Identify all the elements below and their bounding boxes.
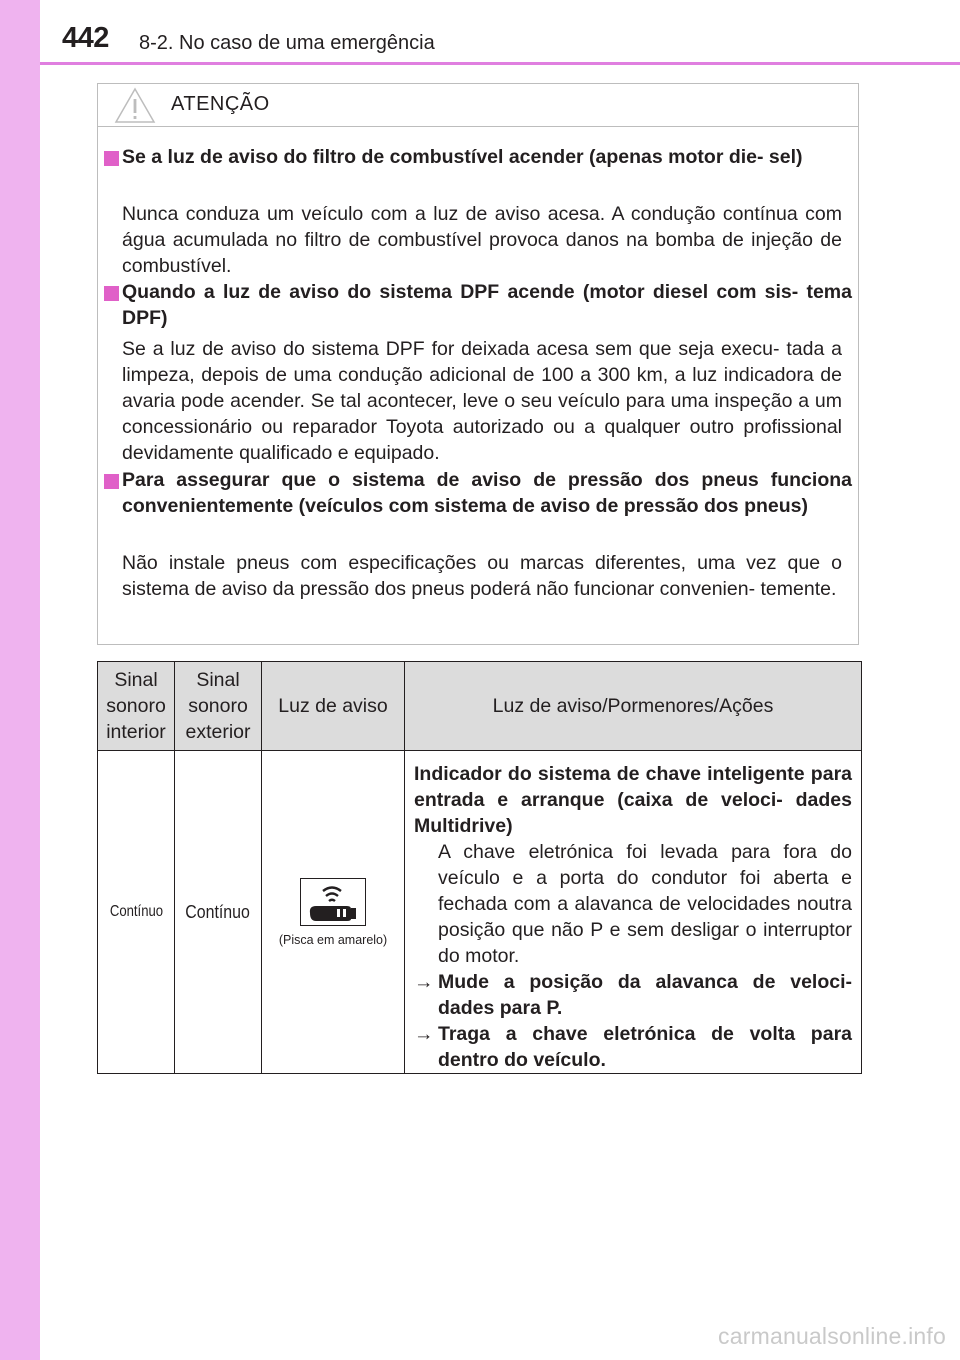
section-title: 8-2. No caso de uma emergência <box>139 32 435 54</box>
header-rule <box>40 62 960 65</box>
col-header-interior-buzzer: Sinal sonoro interior <box>98 662 175 751</box>
warning-item-title: Se a luz de aviso do filtro de combustível acender (apenas motor die- sel) <box>122 146 803 168</box>
warning-item-body: Se a luz de aviso do sistema DPF for deixada acesa sem que seja execu- tada a limpeza, depois de uma condução adicional de 100 a 300 km, a luz indicadora de avaria pode acender. Se tal acontecer, leve o seu veículo para uma inspeção a um concessionário ou reparador Toyota autorizado ou a qualquer outro profissional devidamente qualificado e equipado. <box>122 338 842 464</box>
chapter-tab-bar <box>0 0 40 1360</box>
col-header-warning-light: Luz de aviso <box>262 662 405 751</box>
table-row <box>98 751 862 1074</box>
warning-item-body: Nunca conduza um veículo com a luz de aviso acesa. A condução contínua com água acumulada no filtro de combustível provoca danos na bomba de injeção de combustível. <box>122 203 842 277</box>
warning-item-title: Quando a luz de aviso do sistema DPF acende (motor diesel com sis- tema DPF) <box>122 281 852 329</box>
arrow-right-icon: → <box>414 971 434 993</box>
warning-buzzer-table <box>97 661 862 1074</box>
light-caption: (Pisca em amarelo) <box>278 932 388 947</box>
bullet-square-icon <box>104 286 119 301</box>
warning-label: ATENÇÃO <box>171 93 270 115</box>
details-body: A chave eletrónica foi levada para fora do veículo e a porta do condutor foi aberta e fechada com a alavanca de velocidades noutra posição que não P e sem desligar o interruptor do motor. <box>438 841 852 967</box>
warning-item-title: Para assegurar que o sistema de aviso de pressão dos pneus funciona convenientemente (veículos com sistema de aviso de pressão dos pneus) <box>122 469 852 517</box>
col-header-details: Luz de aviso/Pormenores/Ações <box>405 662 862 751</box>
cell-interior-buzzer: Contínuo <box>98 751 175 1074</box>
action-text: Traga a chave eletrónica de volta para dentro do veículo. <box>438 1023 852 1071</box>
action-item <box>414 1021 852 1073</box>
col-header-exterior-buzzer: Sinal sonoro exterior <box>175 662 262 751</box>
action-text: Mude a posição da alavanca de veloci- dades para P. <box>438 971 852 1019</box>
smart-key-warning-icon <box>300 878 366 926</box>
warning-divider <box>98 126 858 127</box>
bullet-square-icon <box>104 151 119 166</box>
action-item <box>414 969 852 1021</box>
cell-exterior-buzzer: Contínuo <box>175 751 262 1074</box>
bullet-square-icon <box>104 474 119 489</box>
arrow-right-icon: → <box>414 1023 434 1045</box>
cell-details <box>405 751 862 1074</box>
watermark: carmanualsonline.info <box>718 1323 946 1349</box>
warning-triangle-icon <box>114 87 156 124</box>
warning-box <box>97 83 859 645</box>
warning-header <box>98 84 858 126</box>
page-number: 442 <box>62 22 109 54</box>
warning-item-body: Não instale pneus com especificações ou marcas diferentes, uma vez que o sistema de aviso da pressão dos pneus poderá não funcionar convenien- temente. <box>122 552 842 600</box>
cell-warning-light <box>262 751 405 1074</box>
table-header-row <box>98 662 862 751</box>
details-title: Indicador do sistema de chave inteligente para entrada e arranque (caixa de veloci- dades Multidrive) <box>414 763 852 837</box>
